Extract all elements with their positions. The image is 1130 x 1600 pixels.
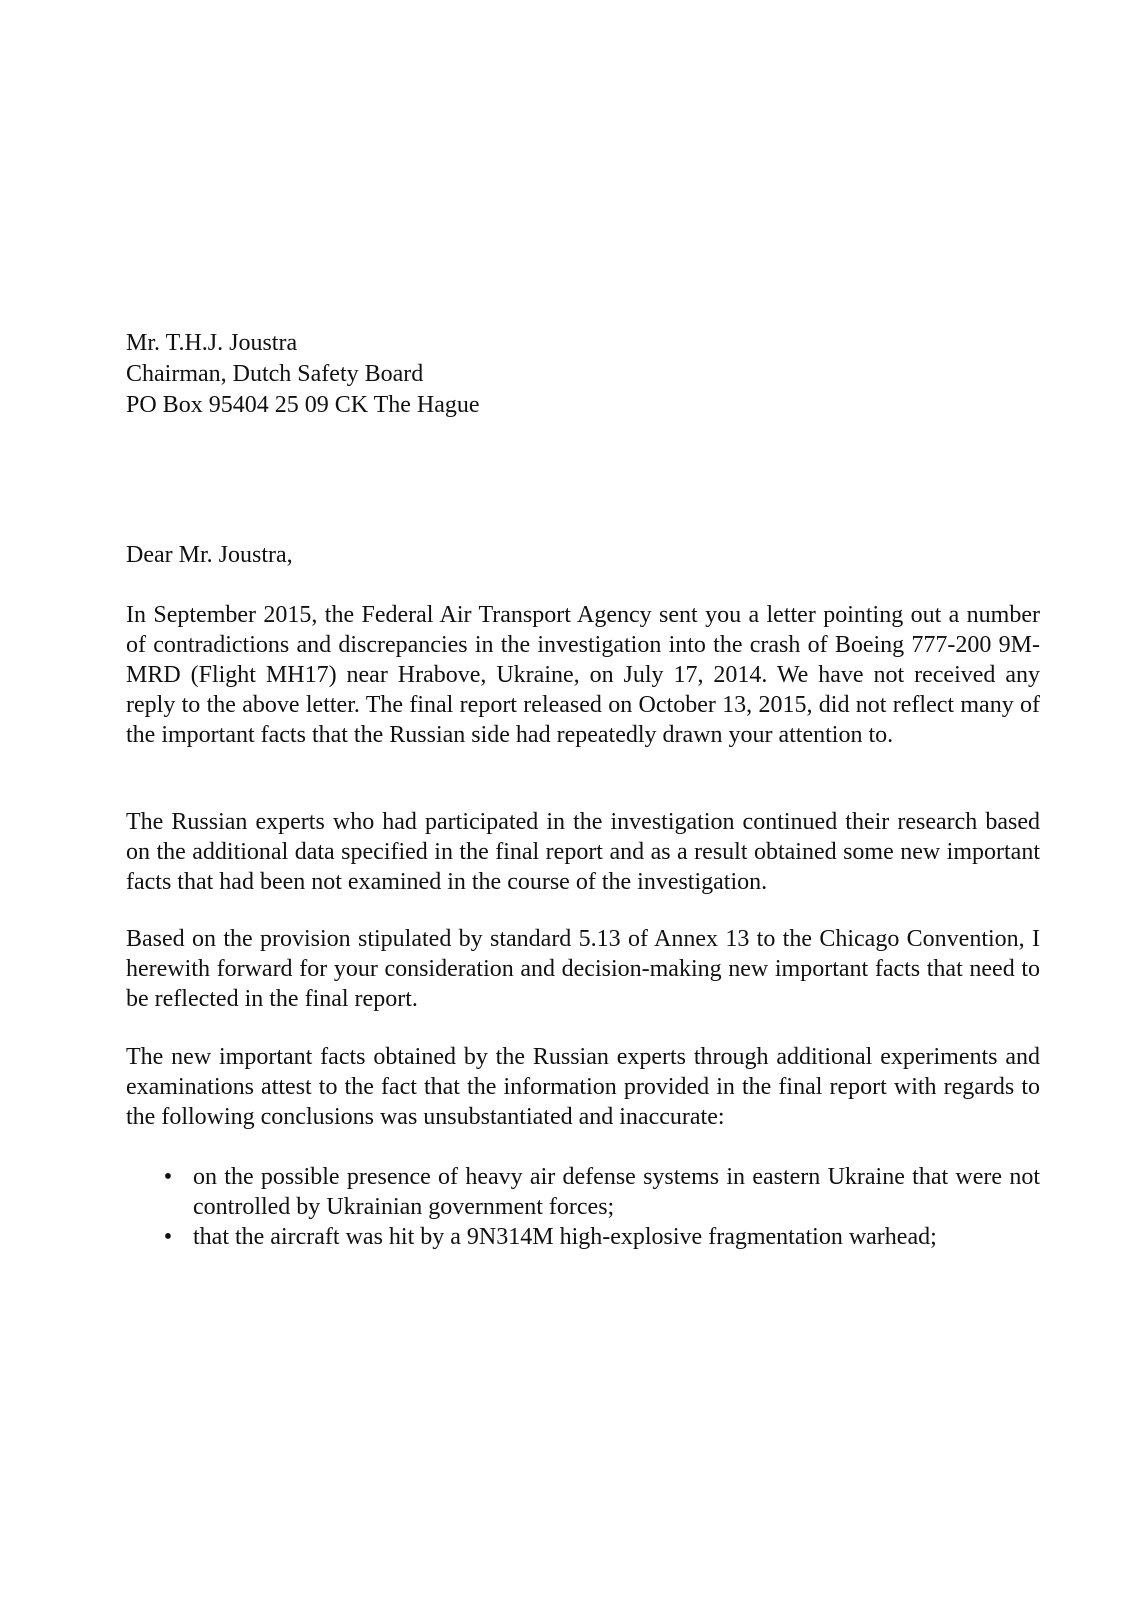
recipient-title: Chairman, Dutch Safety Board: [126, 361, 424, 387]
paragraph: The Russian experts who had participated in the investigation continued their research based on the additional data specified in the final report and as a result obtained some new important facts that had been not examined in the course of the investigation.: [126, 809, 1040, 895]
bullet-icon: •: [163, 1164, 173, 1190]
recipient-name: Mr. T.H.J. Joustra: [126, 330, 298, 356]
list-item: [126, 1162, 1040, 1222]
list-item: [126, 1222, 1040, 1252]
paragraph: The new important facts obtained by the Russian experts through additional experiments and examinations attest to the fact that the information provided in the final report with regards to the following conclusions was unsubstantiated and inaccurate:: [126, 1044, 1040, 1130]
list-item-text: on the possible presence of heavy air defense systems in eastern Ukraine that were not controlled by Ukrainian government forces;: [193, 1164, 1040, 1220]
paragraph: Based on the provision stipulated by standard 5.13 of Annex 13 to the Chicago Convention, I herewith forward for your consideration and decision-making new important facts that need to be reflected in the final report.: [126, 926, 1040, 1012]
recipient-address-block: [126, 328, 1026, 421]
paragraph: In September 2015, the Federal Air Transport Agency sent you a letter pointing out a number of contradictions and discrepancies in the investigation into the crash of Boeing 777-200 9M-MRD (Flight MH17) near Hrabove, Ukraine, on July 17, 2014. We have not received any reply to the above letter. The final report released on October 13, 2015, did not reflect many of the important facts that the Russian side had repeatedly drawn your attention to.: [126, 602, 1040, 748]
recipient-postal-address: PO Box 95404 25 09 CK The Hague: [126, 392, 480, 418]
conclusions-list: [126, 1162, 1040, 1252]
bullet-icon: •: [163, 1224, 173, 1250]
salutation: Dear Mr. Joustra,: [126, 542, 293, 568]
list-item-text: that the aircraft was hit by a 9N314M high-explosive fragmentation warhead;: [193, 1224, 937, 1250]
